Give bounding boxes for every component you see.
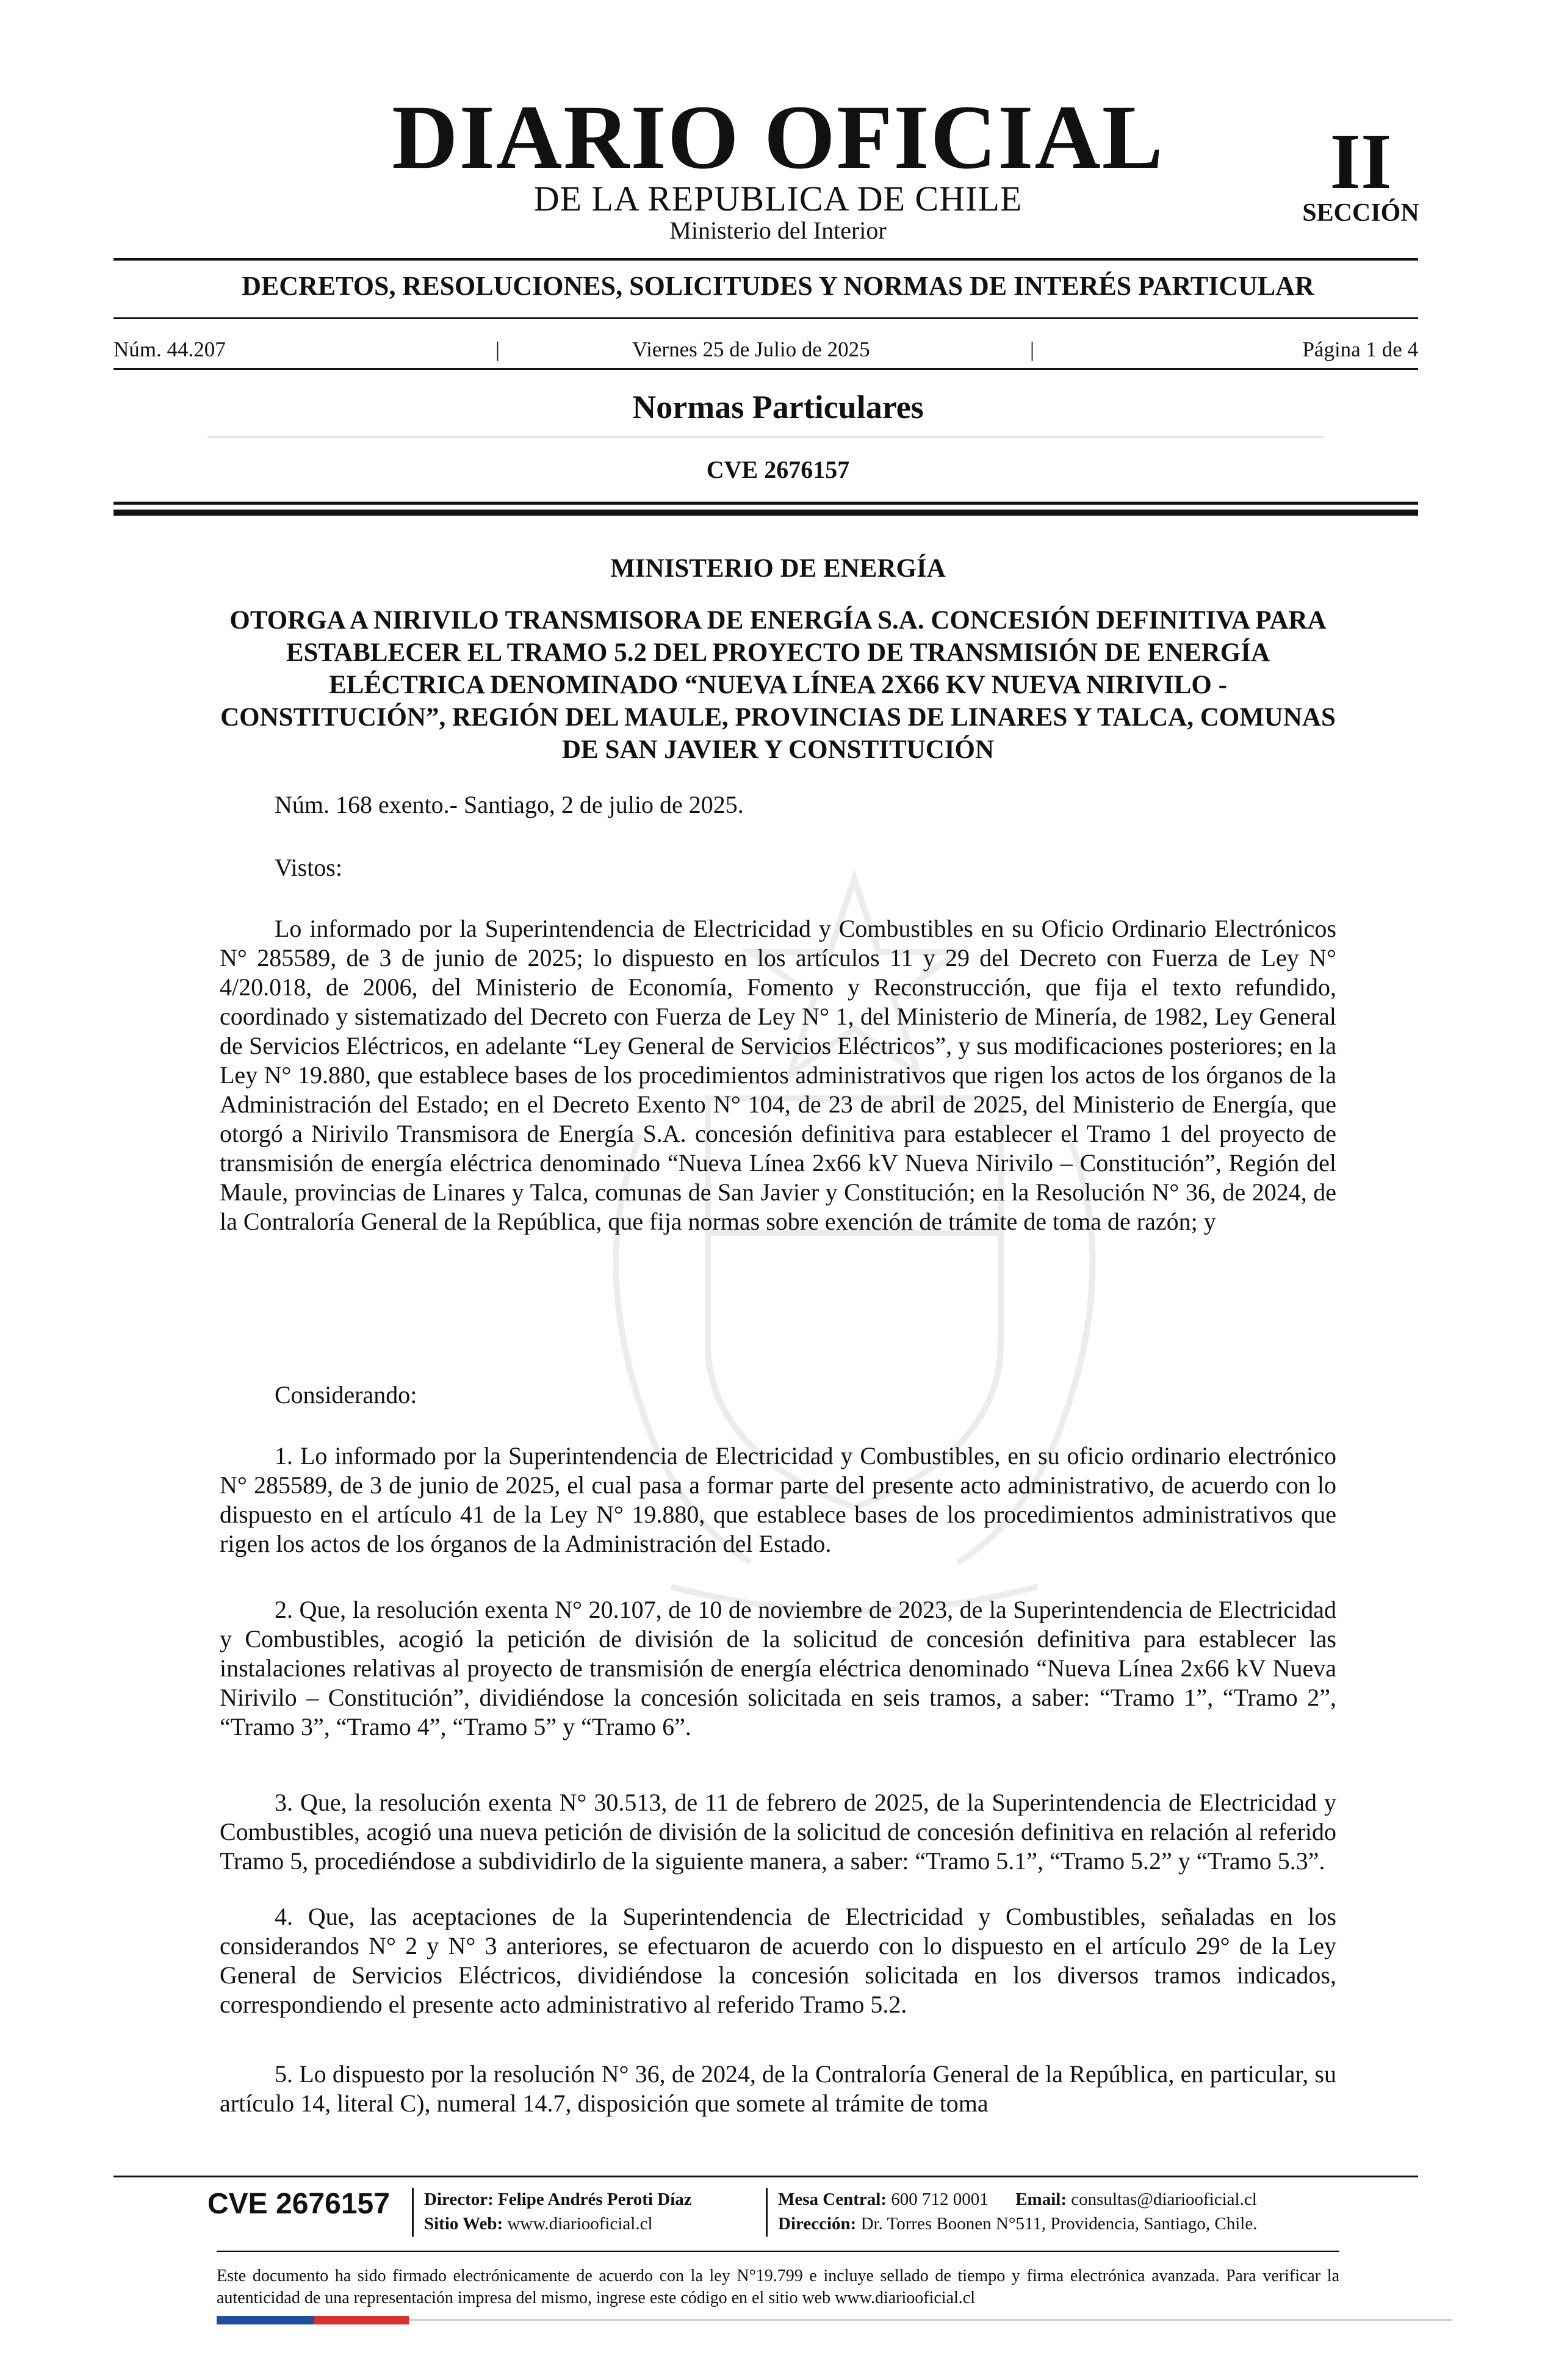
footer-top-rule [113, 2176, 1418, 2177]
considerando-label: Considerando: [275, 1381, 417, 1408]
website-link[interactable]: www.diariooficial.cl [507, 2214, 653, 2234]
considerando-paragraph: 1. Lo informado por la Superintendencia de Electricidad y Combustibles, en su oficio ordinario electrónico N° 285589, de 3 de junio de 2025, el cual pasa a formar parte del presente acto administrativo, de acuerdo con lo dispuesto en el artículo 41 de la Ley N° 19.880, que establece bases de los procedimientos administrativos que rigen los actos de los órganos de la Administración del Estado. [220, 1442, 1336, 1557]
cve-code: CVE 2676157 [706, 456, 850, 483]
footer-cve-code: CVE 2676157 [207, 2188, 390, 2220]
website-label: Sitio Web: [424, 2214, 503, 2234]
section-number: II [1330, 118, 1392, 206]
footer-separator [766, 2188, 768, 2237]
mesa-phone: 600 712 0001 [891, 2190, 989, 2209]
verification-note: Este documento ha sido firmado electrónicamente de acuerdo con la ley N°19.799 e incluye sellado de tiempo y firma electrónica avanzada. Para verificar la autenticidad de una representación impresa del mismo, ingrese este código en el sitio web www.diariooficial.cl [217, 2266, 1339, 2307]
section-headline: DECRETOS, RESOLUCIONES, SOLICITUDES Y NORMAS DE INTERÉS PARTICULAR [242, 271, 1314, 301]
page-indicator: Página 1 de 4 [1302, 337, 1418, 361]
section-title-underline [207, 436, 1324, 438]
footer-separator [412, 2188, 414, 2237]
issue-divider [113, 368, 1418, 370]
decree-title: OTORGA A NIRIVILO TRANSMISORA DE ENERGÍA S.A. CONCESIÓN DEFINITIVA PARA ESTABLECER EL TRAMO 5.2 DEL PROYECTO DE TRANSMISIÓN DE ENERGÍA ELÉCTRICA DENOMINADO “NUEVA LÍNEA 2X66 KV NUEVA NIRIVILO - CONSTITUCIÓN”, REGIÓN DEL MAULE, PROVINCIAS DE LINARES Y TALCA, COMUNAS DE SAN JAVIER Y CONSTITUCIÓN [220, 606, 1336, 764]
section-title: Normas Particulares [632, 389, 924, 425]
footer-bottom-line [409, 2319, 1452, 2321]
director-name: Felipe Andrés Peroti Díaz [498, 2190, 692, 2209]
footer-mid-rule [217, 2251, 1339, 2252]
email-link[interactable]: consultas@diariooficial.cl [1071, 2190, 1257, 2209]
header-bottom-rule [113, 510, 1418, 516]
considerando-paragraph: 3. Que, la resolución exenta N° 30.513, de 11 de febrero de 2025, de la Superintendencia de Electricidad y Combustibles, acogió una nueva petición de división de la solicitud de concesión definitiva en relación al referido Tramo 5, procediéndose a subdividirlo de la siguiente manera, a saber: “Tramo 5.1”, “Tramo 5.2” y “Tramo 5.3”. [220, 1789, 1336, 1875]
mesa-label: Mesa Central: [778, 2190, 887, 2209]
headline-divider [113, 317, 1418, 319]
vistos-label: Vistos: [275, 854, 342, 881]
ministry-line: Ministerio del Interior [669, 217, 887, 244]
considerando-paragraph: 5. Lo dispuesto por la resolución N° 36, de 2024, de la Contraloría General de la República, en particular, su artículo 14, literal C), numeral 14.7, disposición que somete al trámite de toma [220, 2060, 1336, 2117]
newspaper-title: DIARIO OFICIAL [392, 87, 1164, 188]
footer-director-block [424, 2187, 692, 2236]
director-label: Director: [424, 2190, 494, 2209]
considerando-paragraph: 4. Que, las aceptaciones de la Superintendencia de Electricidad y Combustibles, señaladas en los considerandos N° 2 y N° 3 anteriores, se efectuaron de acuerdo con lo dispuesto en el artículo 29° de la Ley General de Servicios Eléctricos, dividiéndose la concesión solicitada en los diversos tramos indicados, correspondiendo el presente acto administrativo al referido Tramo 5.2. [220, 1903, 1336, 2018]
issue-date: Viernes 25 de Julio de 2025 [632, 337, 870, 361]
flag-bar-blue [217, 2316, 314, 2324]
flag-bar-red [314, 2316, 409, 2324]
masthead-divider [113, 258, 1418, 261]
section-label: SECCIÓN [1302, 199, 1419, 227]
decree-ministry: MINISTERIO DE ENERGÍA [610, 554, 946, 583]
vistos-paragraph: Lo informado por la Superintendencia de Electricidad y Combustibles en su Oficio Ordinario Electrónicos N° 285589, de 3 de junio de 2025; lo dispuesto en los artículos 11 y 29 del Decreto con Fuerza de Ley N° 4/20.018, de 2006, del Ministerio de Economía, Fomento y Reconstrucción, que fija el texto refundido, coordinado y sistematizado del Decreto con Fuerza de Ley N° 1, del Ministerio de Minería, de 1982, Ley General de Servicios Eléctricos, en adelante “Ley General de Servicios Eléctricos”, y sus modificaciones posteriores; en la Ley N° 19.880, que establece bases de los procedimientos administrativos que rigen los actos de los órganos de la Administración del Estado; en el Decreto Exento N° 104, de 23 de abril de 2025, del Ministerio de Energía, que otorgó a Nirivilo Transmisora de Energía S.A. concesión definitiva para establecer el Tramo 1 del proyecto de transmisión de energía eléctrica denominado “Nueva Línea 2x66 kV Nueva Nirivilo – Constitución”, Región del Maule, provincias de Linares y Talca, comunas de San Javier y Constitución; en la Resolución N° 36, de 2024, de la Contraloría General de la República, que fija normas sobre exención de trámite de toma de razón; y [220, 915, 1336, 1235]
footer-contact-block [778, 2187, 1257, 2236]
considerando-paragraph: 2. Que, la resolución exenta N° 20.107, de 10 de noviembre de 2023, de la Superintendencia de Electricidad y Combustibles, acogió la petición de división de la solicitud de concesión definitiva para establecer las instalaciones relativas al proyecto de transmisión de energía eléctrica denominado “Nueva Línea 2x66 kV Nueva Nirivilo – Constitución”, dividiéndose la concesión solicitada en seis tramos, a saber: “Tramo 1”, “Tramo 2”, “Tramo 3”, “Tramo 4”, “Tramo 5” y “Tramo 6”. [220, 1596, 1336, 1740]
issue-info-row [113, 334, 1418, 365]
email-label: Email: [1015, 2190, 1067, 2209]
issue-number: Núm. 44.207 [113, 337, 226, 361]
issue-separator: | [495, 337, 500, 361]
address-text: Dr. Torres Boonen N°511, Providencia, Santiago, Chile. [860, 2214, 1258, 2234]
decree-number-line: Núm. 168 exento.- Santiago, 2 de julio de 2025. [275, 791, 744, 818]
header-bottom-rule [113, 502, 1418, 505]
issue-separator: | [1030, 337, 1035, 361]
newspaper-subtitle: DE LA REPUBLICA DE CHILE [533, 179, 1023, 218]
address-label: Dirección: [778, 2214, 857, 2234]
